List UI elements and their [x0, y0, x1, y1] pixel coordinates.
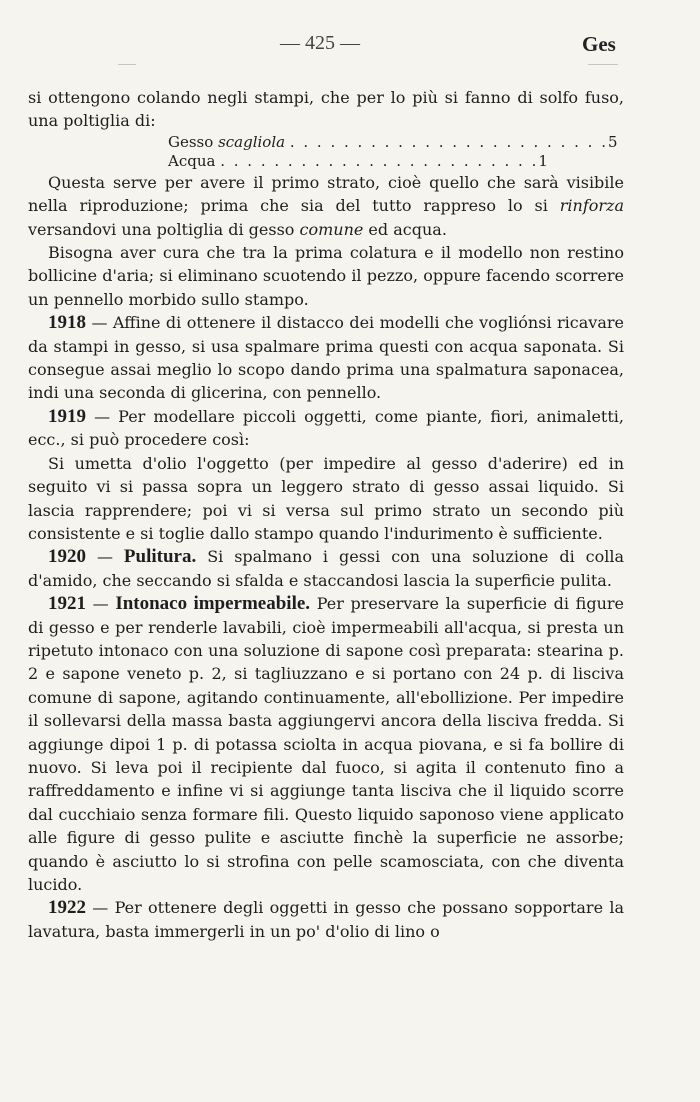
section-number: 1918 — [48, 312, 86, 334]
intro-paragraph: si ottengono colando negli stampi, che per lo più si fanno di solfo fuso, una poltiglia di: — [28, 88, 624, 131]
recipe-leader-dots: . . . . . . . . . . . . . . . . . . . . . . . . — [289, 132, 608, 151]
recipe-list — [168, 132, 618, 171]
recipe-leader-dots: . . . . . . . . . . . . . . . . . . . . . . . . — [220, 151, 539, 170]
section-number: 1919 — [48, 405, 86, 427]
section-1922: 1922 — Per ottenere degli oggetti in gesso che possano sopportare la lavatura, basta immergerli in un po' d'olio di lino o — [28, 897, 624, 941]
recipe-row — [168, 151, 548, 171]
primo-strato-paragraph: Questa serve per avere il primo strato, cioè quello che sarà visibile nella riproduzione; prima che sia del tutto rappreso lo si rinforza versandovi una poltiglia di gesso comune ed acqua. — [28, 172, 624, 239]
recipe-row — [168, 132, 618, 152]
section-1920: 1920 — Pulitura. Si spalmano i gessi con una soluzione di colla d'amido, che seccando si sfalda e staccandosi lascia la superficie pulita. — [28, 546, 625, 590]
section-title: Intonaco impermeabile. — [115, 593, 311, 615]
running-head: Ges — [582, 32, 616, 56]
page-number: — 425 — — [280, 32, 360, 54]
bollicine-paragraph: Bisogna aver cura che tra la prima colatura e il modello non restino bollicine d'aria; si eliminano scuotendo il pezzo, oppure facendo scorrere un pennello morbido sullo stampo. — [28, 243, 624, 309]
recipe-ingredient: Acqua — [168, 151, 216, 170]
recipe-quantity: 5 — [607, 132, 618, 151]
section-number: 1920 — [48, 546, 86, 568]
section-1918: 1918 — Affine di ottenere il distacco dei modelli che vogliónsi ricavare da stampi in gesso, si usa spalmare prima questi con acqua saponata. Si consegue assai meglio lo scopo dando prima una spalmatura saponacea, indi una seconda di glicerina, con pennello. — [28, 312, 624, 403]
recipe-ingredient: Gesso scagliola — [168, 132, 286, 151]
page-body — [28, 86, 624, 943]
section-1921: 1921 — Intonaco impermeabile. Per preservare la superficie di figure di gesso e per renderle lavabili, cioè impermeabili all'acqua, si presta un ripetuto intonaco con una soluzione di sapone così preparata: stearina p. 2 e sapone veneto p. 2, si tagliuzzano e si portano con 24 p. di lisciva comune di sapone, agitando continuamente, all'ebollizione. Per impedire il sollevarsi della massa basta aggiungervi ancora della lisciva fredda. Si aggiunge dipoi 1 p. di potassa sciolta in acqua piovana, e si fa bollire di nuovo. Si leva poi il recipiente dal fuoco, si agita il contenuto fino a raffreddamento e infine vi si aggiunge tanta lisciva che il liquido scorre dal cucchiaio senza formare fili. Questo liquido saponoso viene applicato alle figure di gesso pulite e asciutte finchè la superficie ne assorbe; quando è asciutto lo si strofina con pelle scamosciata, con che diventa lucido. — [28, 593, 624, 894]
section-number: 1922 — [48, 897, 86, 919]
header-rule-left — [118, 64, 136, 65]
section-title: Pulitura. — [123, 546, 197, 568]
recipe-quantity: 1 — [538, 151, 548, 170]
section-number: 1921 — [48, 593, 86, 615]
header-rule-right — [588, 64, 618, 65]
section-1919-continuation: Si umetta d'olio l'oggetto (per impedire al gesso d'aderire) ed in seguito vi si passa sopra un leggero strato di gesso assai liquido. Si lascia rapprendere; poi vi si versa sul primo strato un secondo più consistente e si toglie dallo stampo quando l'indurimento è sufficiente. — [28, 453, 624, 543]
section-1919: 1919 — Per modellare piccoli oggetti, come piante, fiori, animaletti, ecc., si può procedere così: — [28, 405, 624, 450]
page-header — [0, 32, 700, 60]
